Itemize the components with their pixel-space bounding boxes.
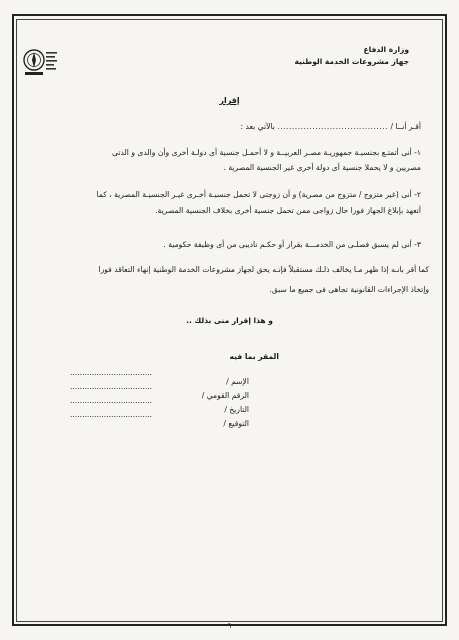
item-3-line-1: ٣- أنى لم يسبق فصلـى من الخدمـــة بقرار أو حكـم تاديبى من أى وظيفة حكومية . [163, 240, 421, 249]
acknowledgement-line-2: وإتخاذ الإجراءات القانونية تجاهى فى جميع ما سبق. [269, 285, 429, 294]
date-blank: .................................. [70, 396, 153, 405]
item-1-line-1: ١- أنى أتمتـع بجنسيـة جمهوريـة مصـر العربيــة و لا أحمـل جنسية أى دولـة أخرى وأن والدى و الدتى [112, 148, 421, 157]
closing-statement: و هذا إقرار منى بذلك .. [186, 316, 273, 325]
name-blank: .................................. [70, 368, 153, 377]
emblem-icon [22, 42, 60, 82]
declaration-item-1 [39, 148, 421, 173]
intro-line [241, 122, 421, 132]
ministry-name: وزارة الدفاع [363, 45, 409, 54]
intro-suffix: بالآتي بعد : [240, 122, 275, 131]
acknowledgement [37, 265, 429, 295]
document-title: إقرار [219, 96, 240, 105]
signature-heading: المقر بما فيه [229, 352, 279, 361]
declaration-item-2 [39, 190, 421, 216]
item-1-line-2: مصريين و لا يحملا جنسية أى دولة أخرى غير الجنسية المصرية . [223, 163, 421, 172]
signature-field-signature [223, 411, 249, 430]
page-number: ٦ [227, 622, 232, 630]
national-id-blank: .................................. [70, 382, 153, 391]
signature-label: التوقيع / [223, 419, 249, 428]
intro-label: أقـر أنــا / [390, 122, 421, 131]
name-label: الإسم / [226, 377, 249, 386]
national-id-label: الرقم القومي / [201, 391, 249, 400]
acknowledgement-line-1: كما أقر بانـه إذا ظهر مـا يخالف ذلـك مستقبلاً فإنـه يحق لجهاز مشروعات الخدمة الوطنية إنهاء التعاقد فورا [98, 265, 429, 274]
declaration-item-3 [39, 240, 421, 250]
intro-name-blank: ...................................... [277, 122, 389, 131]
agency-name: جهاز مشروعات الخدمة الوطنية [294, 57, 409, 66]
item-2-line-2: أتعهد بإبلاغ الجهاز فورا حال زواجى ممن تحمل جنسية أخرى بخلاف الجنسية المصرية. [155, 206, 421, 215]
item-2-line-1: ٢- أنى (غير متزوج / متزوج من مصرية) و أن زوجتى لا تحمل جنسيـة أخـرى غيـر الجنسيـة المصرية ، كما [96, 190, 421, 199]
signature-blank: .................................. [70, 410, 153, 419]
date-label: التاريخ / [224, 405, 249, 414]
